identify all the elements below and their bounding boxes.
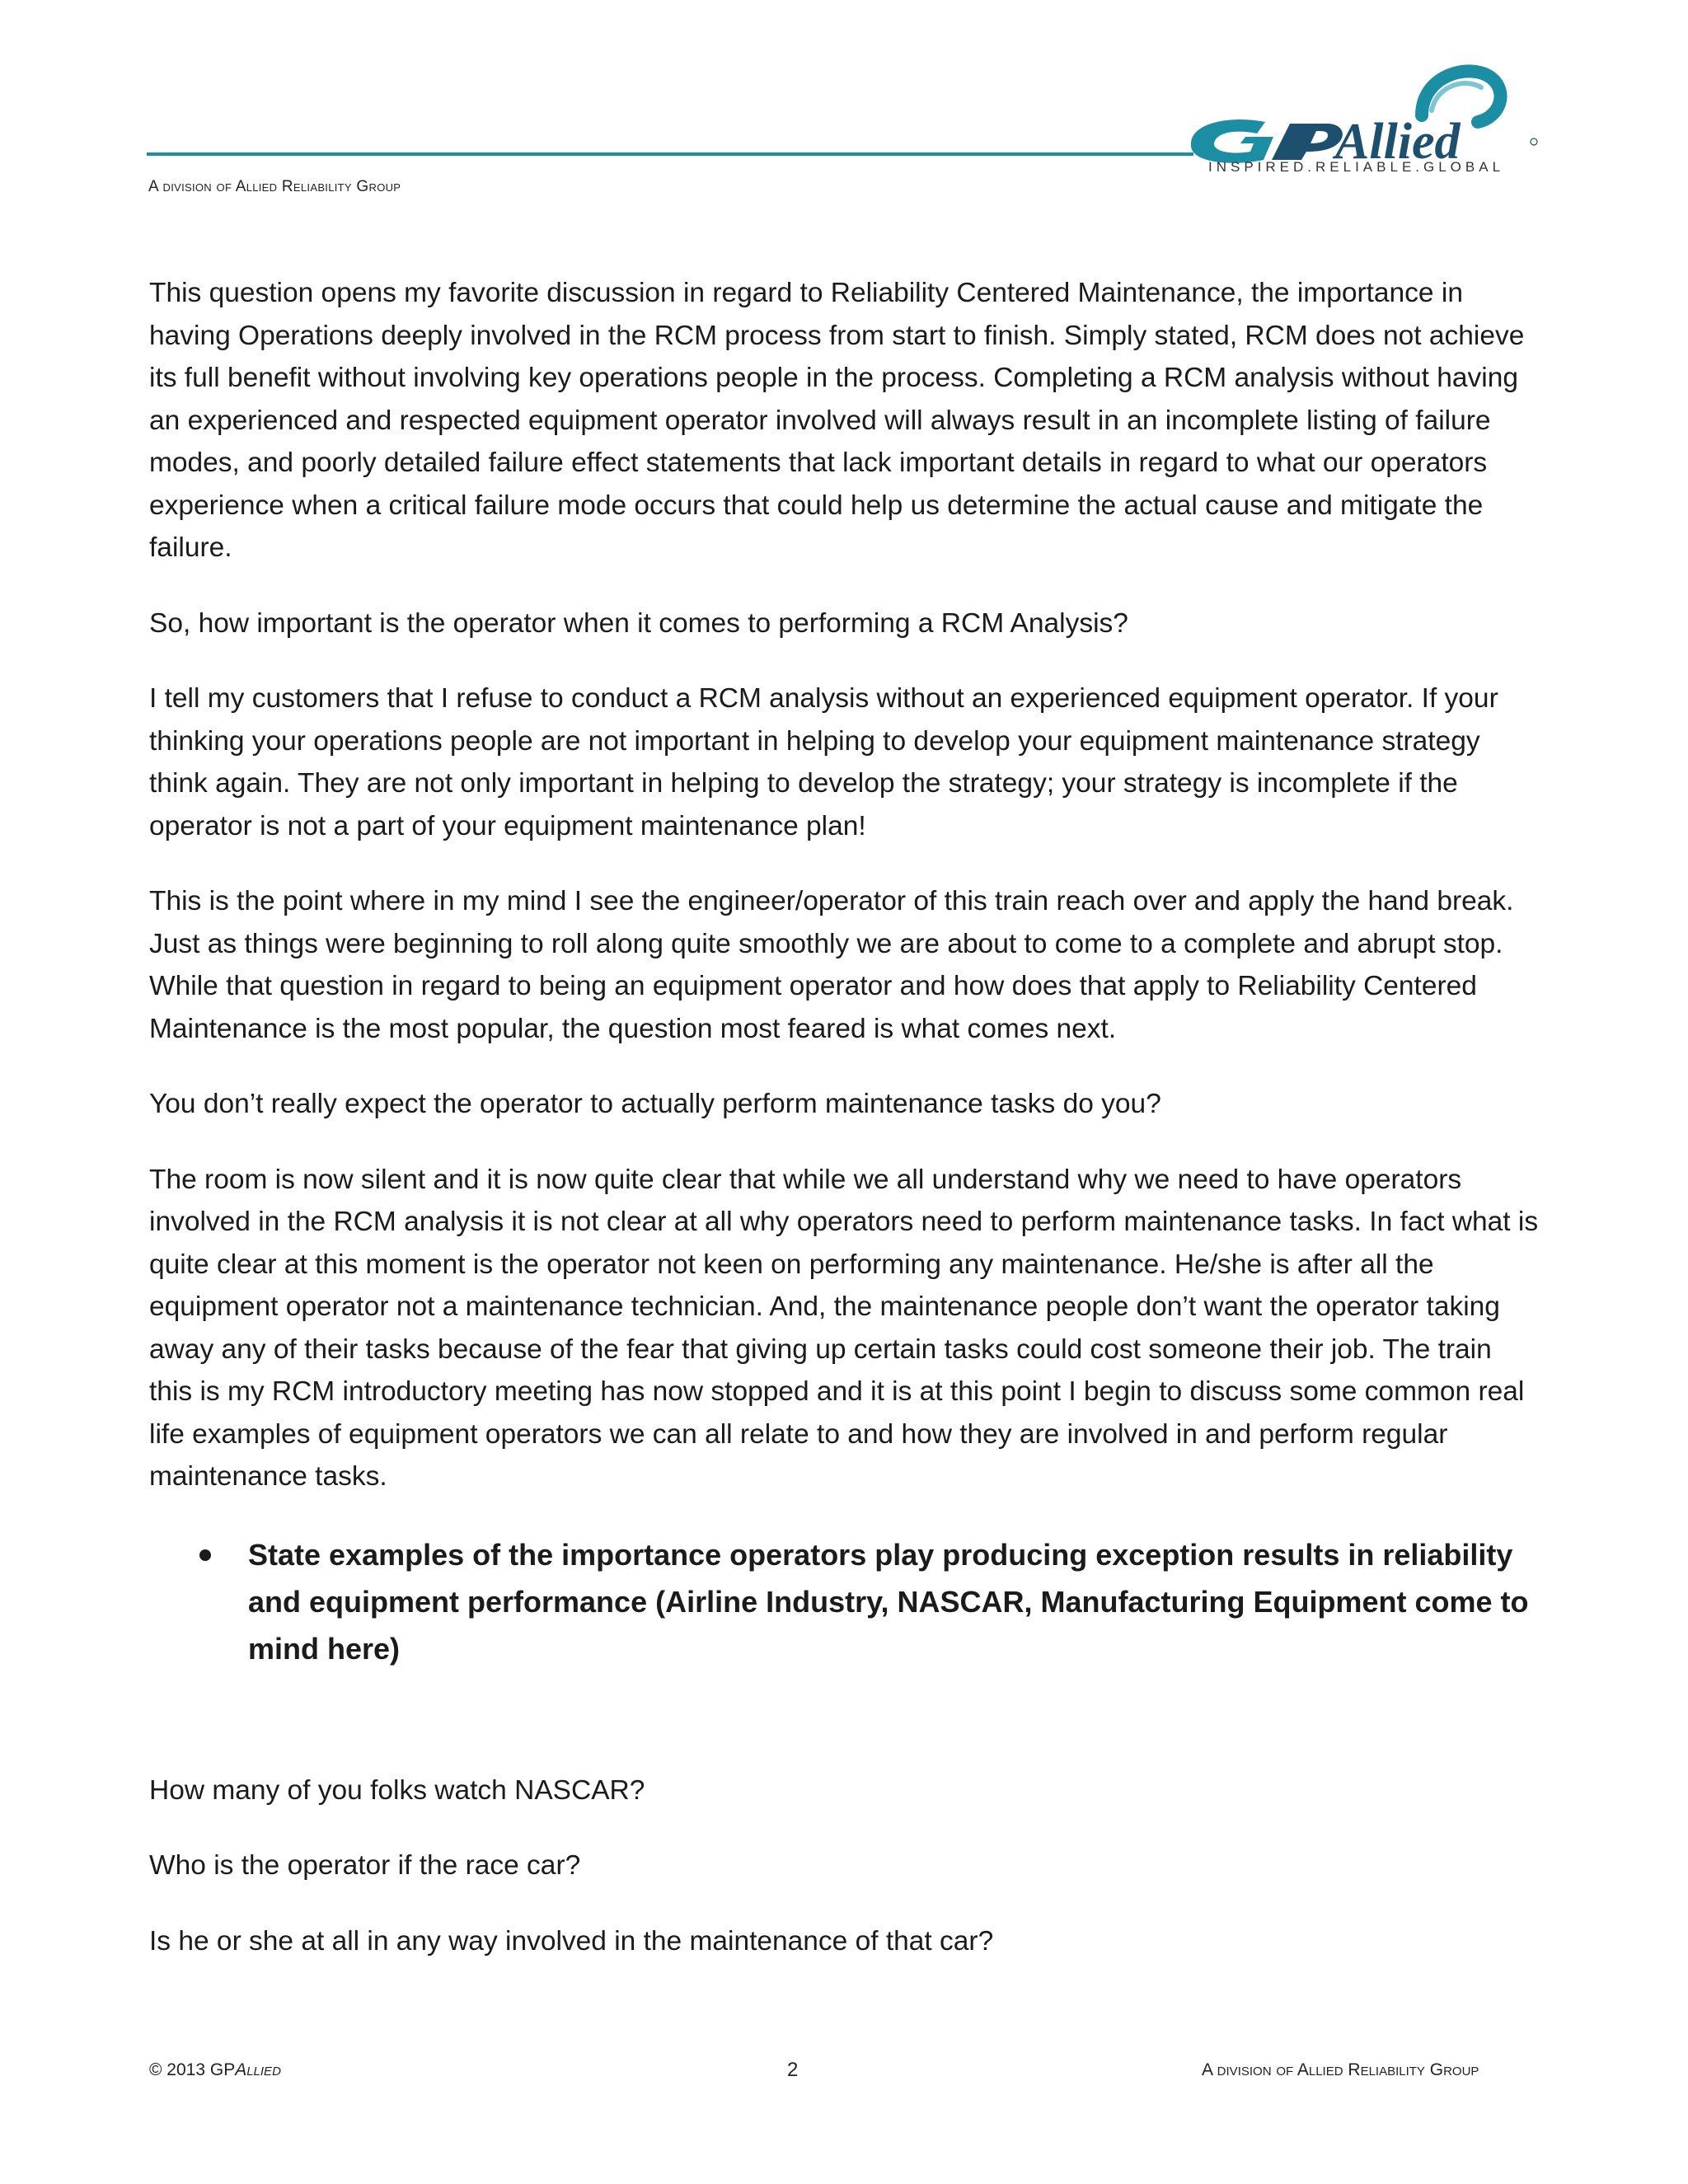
paragraph: You don’t really expect the operator to actually perform maintenance tasks do you? [149,1089,1161,1119]
footer-copyright-brand: Allied [235,2060,281,2079]
question: Is he or she at all in any way involved in the maintenance of that car? [149,1925,994,1957]
footer-division-text: A division of Allied Reliability Group [1202,2060,1479,2079]
bullet-item [149,1531,1542,1672]
bullet-text: State examples of the importance operators play producing exception results in reliability and equipment performance (Airline Industry, NASCAR, Manufacturing Equipment come to mind here) [248,1537,1529,1666]
question: Who is the operator if the race car? [149,1850,581,1881]
footer-copyright-prefix: © 2013 GP [149,2060,236,2079]
paragraph: I tell my customers that I refuse to conduct a RCM analysis without an experienced equipment operator. If your thinking your operations people are not important in helping to develop your equipment maintenance strategy think again. They are not only important in helping to develop the strategy; your strategy is incomplete if the operator is not a part of your equipment maintenance plan! [149,683,1498,841]
question: How many of you folks watch NASCAR? [149,1774,645,1806]
paragraph: The room is now silent and it is now quite clear that while we all understand why we need to have operators involved in the RCM analysis it is not clear at all why operators need to perform maintenance tasks. In fact what is quite clear at this moment is the operator not keen on performing any maintenance. He/she is after all the equipment operator not a maintenance technician. And, the maintenance people don’t want the operator taking away any of their tasks because of the fear that giving up certain tasks could cost someone their job. The train this is my RCM introductory meeting has now stopped and it is at this point I begin to discuss some common real life examples of equipment operators we can all relate to and how they are involved in and perform regular maintenance tasks. [149,1164,1539,1492]
header-rule [147,152,1193,156]
header-division-text: A division of Allied Reliability Group [148,178,401,195]
logo-tagline: INSPIRED.RELIABLE.GLOBAL [1208,159,1505,175]
document-body [149,272,1542,1995]
paragraph: This question opens my favorite discussion in regard to Reliability Centered Maintenance, the importance in having Operations deeply involved in the RCM process from start to finish. Simply stated, RCM does not achieve its full benefit without involving key operations people in the process. Completing a RCM analysis without having an experienced and respected equipment operator involved will always result in an incomplete listing of failure modes, and poorly detailed failure effect statements that lack important details in regard to what our operators experience when a critical failure mode occurs that could help us determine the actual cause and mitigate the failure. [149,278,1525,563]
footer-copyright [149,2060,281,2080]
page-number: 2 [787,2059,799,2081]
svg-text:Allied: Allied [1335,114,1461,165]
paragraph: This is the point where in my mind I see the engineer/operator of this train reach over and apply the hand break. Just as things were beginning to roll along quite smoothly we are about to come to a complete and abrupt stop. While that question in regard to being an equipment operator and how does that apply to Reliability Centered Maintenance is the most popular, the question most feared is what comes next. [149,886,1514,1044]
bullet-dot-icon [199,1549,211,1561]
paragraph: So, how important is the operator when it comes to performing a RCM Analysis? [149,607,1128,639]
